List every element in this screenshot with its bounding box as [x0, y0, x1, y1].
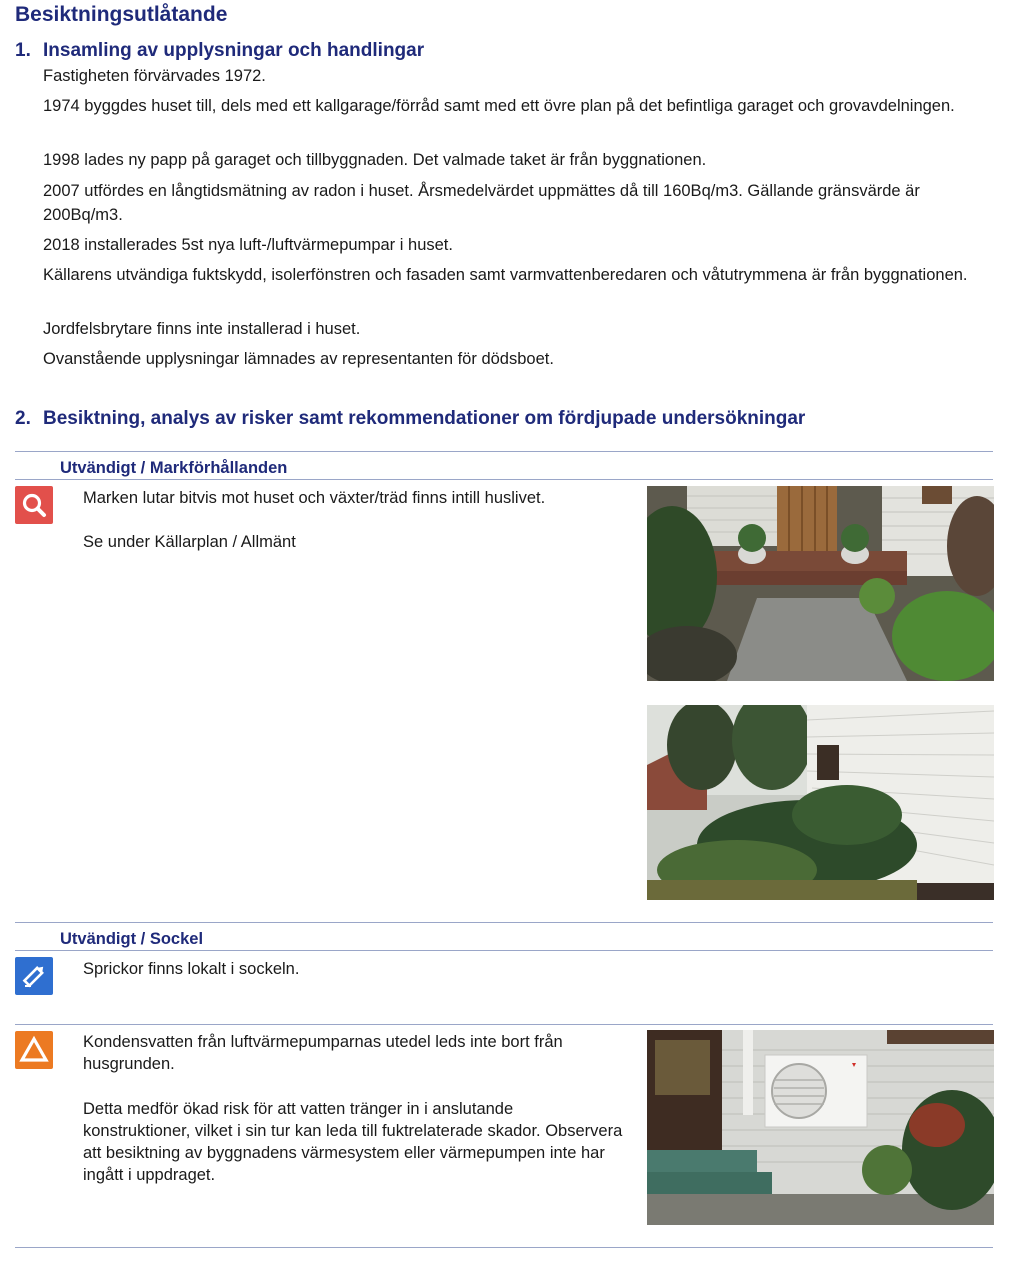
item-text: Marken lutar bitvis mot huset och växter/träd finns intill huslivet. — [83, 489, 546, 507]
photo-heat-pump — [647, 1030, 994, 1225]
divider — [15, 1024, 993, 1025]
photo-side-wall — [647, 705, 994, 900]
photo-entrance — [647, 486, 994, 681]
document-title: Besiktningsutlåtande — [15, 3, 228, 26]
paragraph: 2007 utfördes en långtidsmätning av radon i huset. Årsmedelvärdet uppmättes då till 160Bq/m3. Gällande gränsvärde är 200Bq/m3. — [43, 182, 920, 224]
divider — [15, 451, 993, 452]
paragraph: 1974 byggdes huset till, dels med ett kallgarage/förråd samt med ett övre plan på det befintliga garaget och grovavdelningen. — [43, 97, 955, 115]
section-1-title: Insamling av upplysningar och handlingar — [43, 40, 425, 61]
section-2-heading — [15, 408, 805, 430]
divider — [15, 479, 993, 480]
item-text: Se under Källarplan / Allmänt — [83, 533, 296, 551]
item-text: Kondensvatten från luftvärmepumparnas utedel leds inte bort från husgrunden. — [83, 1033, 563, 1073]
group-heading-sockel: Utvändigt / Sockel — [60, 930, 204, 948]
group-heading-markforhallanden: Utvändigt / Markförhållanden — [60, 459, 288, 477]
section-2-title: Besiktning, analys av risker samt rekommendationer om fördjupade undersökningar — [43, 408, 806, 429]
item-text: Detta medför ökad risk för att vatten tränger in i anslutande konstruktioner, vilket i sin tur kan leda till fuktrelaterade skador. Observera att besiktning av byggnadens värmesystem eller värmepumpen inte har ingått i uppdraget. — [83, 1100, 623, 1184]
divider — [15, 922, 993, 923]
divider — [15, 950, 993, 951]
section-1-number: 1. — [15, 40, 31, 61]
divider — [15, 1247, 993, 1248]
paragraph: Jordfelsbrytare finns inte installerad i huset. — [43, 320, 361, 338]
paragraph: Ovanstående upplysningar lämnades av representanten för dödsboet. — [43, 350, 554, 368]
section-1-heading — [15, 40, 424, 62]
paragraph: 2018 installerades 5st nya luft-/luftvärmepumpar i huset. — [43, 236, 453, 254]
paragraph: 1998 lades ny papp på garaget och tillbyggnaden. Det valmade taket är från byggnationen. — [43, 151, 707, 169]
section-2-number: 2. — [15, 408, 31, 429]
item-text: Sprickor finns lokalt i sockeln. — [83, 960, 300, 978]
paragraph: Fastigheten förvärvades 1972. — [43, 67, 266, 85]
warning-icon — [15, 1031, 53, 1069]
paragraph: Källarens utvändiga fuktskydd, isolerfönstren och fasaden samt varmvattenberedaren och våtutrymmena är från byggnationen. — [43, 266, 968, 284]
search-icon — [15, 486, 53, 524]
edit-icon — [15, 957, 53, 995]
